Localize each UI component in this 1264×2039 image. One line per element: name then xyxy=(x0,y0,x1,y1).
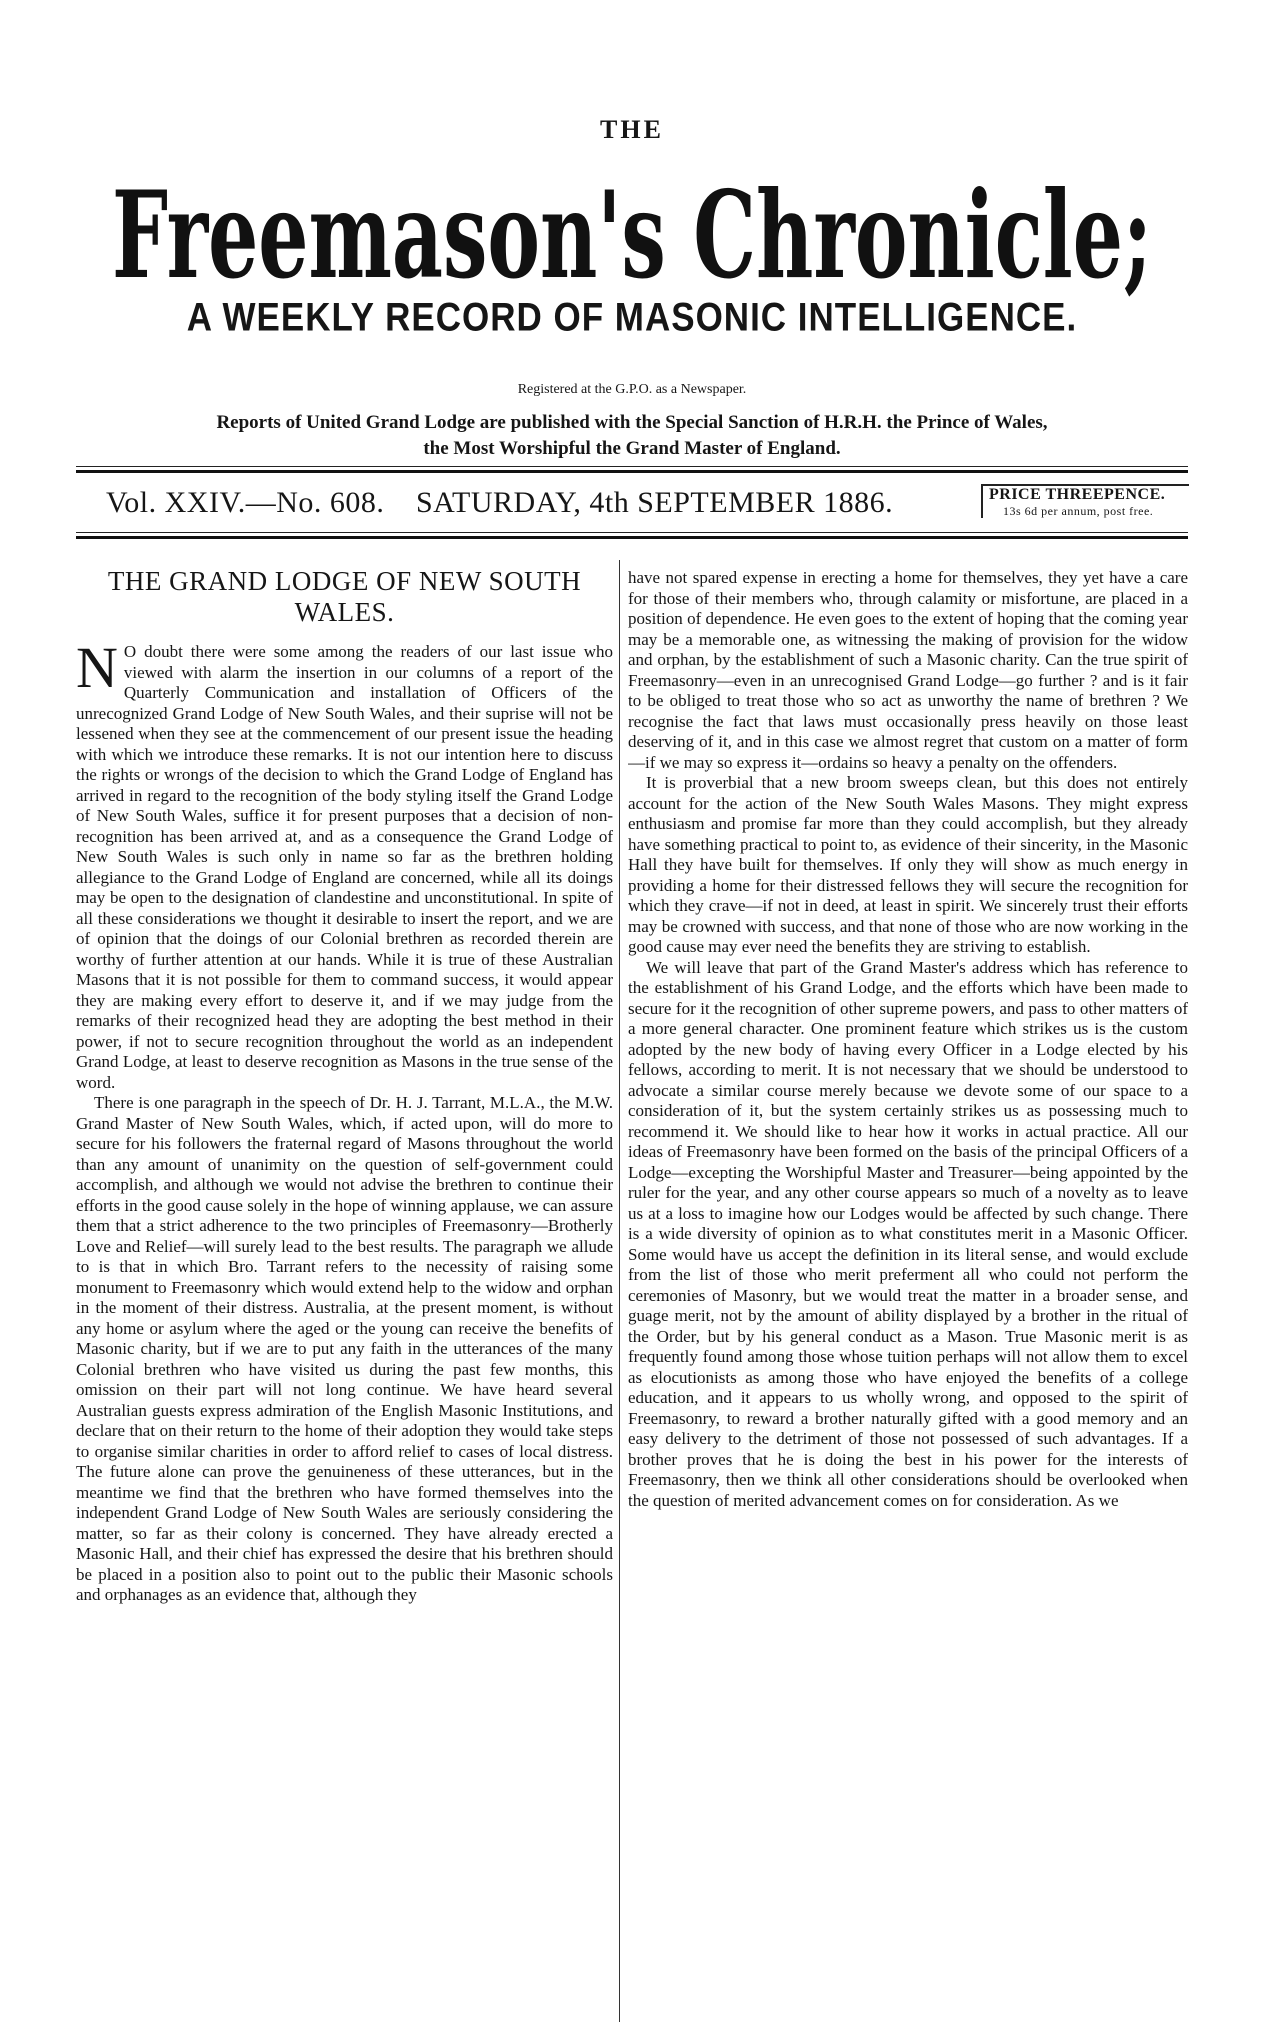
paragraph-text: O doubt there were some among the readers of our last issue who viewed with alarm the insertion in our columns of a report of the Quarterly Communication and installation of Officers of the unrecognized Grand Lodge of New South Wales, and their suprise will not be lessened when they see at the commencement of our present issue the heading with which we introduce these remarks. It is not our intention here to discuss the rights or wrongs of the decision to which the Grand Lodge of England has arrived in regard to the recognition of the body styling itself the Grand Lodge of New South Wales, suffice it for present purposes that a decision of non-recognition has been arrived at, and as a consequence the Grand Lodge of New South Wales is such only in name so far as the brethren holding allegiance to the Grand Lodge of England are concerned, while all its doings may be open to the designation of clandestine and unconstitutional. In spite of all these considerations we thought it desirable to insert the report, and we are of opinion that the doings of our Colonial brethren as recorded therein are worthy of further attention at our hands. While it is true of these Australian Masons that it is not possible for them to command success, it would appear they are making every effort to deserve it, and if we may judge from the remarks of their recognized head they are adopting the best method in their power, if not to secure recognition throughout the world as an independent Grand Lodge, at least to deserve recognition as Masons in the true sense of the word. xyxy=(76,642,613,1092)
price: PRICE THREEPENCE. xyxy=(989,486,1166,503)
masthead-the: THE xyxy=(600,115,664,144)
registration-note: Registered at the G.P.O. as a Newspaper. xyxy=(517,382,747,397)
drop-cap: N xyxy=(76,635,118,700)
issue-line xyxy=(76,478,1188,528)
article-paragraph: There is one paragraph in the speech of Dr. H. J. Tarrant, M.L.A., the M.W. Grand Master of New South Wales, which, if acted upon, will do more to secure for his followers the fraternal regard of Masons throughout the world than any amount of unanimity on the question of self-government could accomplish, and although we would not advise the brethren to continue their efforts in the good cause solely in the hope of winning applause, we can assure them that a strict adherence to the two principles of Freemasonry—Brotherly Love and Relief—will surely lead to the best results. The paragraph we allude to is that in which Bro. Tarrant refers to the necessity of raising some monument to Freemasonry which would extend help to the widow and orphan in the moment of their distress. Australia, at the present moment, is without any home or asylum where the aged or the young can receive the benefits of Masonic charity, but if we are to put any faith in the utterances of the many Colonial brethren who have visited us during the past few months, this omission on their part will not long continue. We have heard several Australian guests express admiration of the English Masonic Institutions, and declare that on their return to the home of their adoption they would take steps to organise similar charities in order to afford relief to cases of local distress. The future alone can prove the genuineness of these utterances, but in the meantime we find that the brethren who have formed themselves into the independent Grand Lodge of New South Wales are seriously considering the matter, so far as their colony is concerned. They have already erected a Masonic Hall, and their chief has expressed the desire that his brethren should be placed in a position also to point out to the public their Masonic schools and orphanages as an evidence that, although they xyxy=(76,1093,613,1604)
annual-price: 13s 6d per annum, post free. xyxy=(1003,504,1154,518)
article-right-column xyxy=(628,568,1188,2030)
article-left-column xyxy=(76,562,613,2024)
rule-bottom-thin xyxy=(76,532,1188,533)
sanction-line-2: the Most Worshipful the Grand Master of England. xyxy=(423,438,841,459)
article-paragraph: We will leave that part of the Grand Master's address which has reference to the establishment of his Grand Lodge, and the efforts which have been made to secure for it the recognition of other supreme powers, and pass to other matters of a more general character. One prominent feature which strikes us is the custom adopted by the new body of having every Officer in a Lodge elected by his fellows, according to merit. It is not necessary that we should be understood to advocate a similar course merely because we devote some of our space to a consideration of it, but the system certainly strikes us as possessing much to recommend it. We should like to hear how it works in actual practice. All our ideas of Freemasonry have been formed on the basis of the principal Officers of a Lodge—excepting the Worshipful Master and Treasurer—being appointed by the ruler for the year, and any other course appears so much of a novelty as to leave us at a loss to imagine how our Lodges would be affected by such change. There is a wide diversity of opinion as to what constitutes merit in a Masonic Officer. Some would have us accept the definition in its literal sense, and would exclude from the list of those who merit preferment all who could not perform the ceremonies of Masonry, but we would treat the matter in a broader sense, and guage merit, not by the amount of ability displayed by a brother in the ritual of the Order, but by his general conduct as a Mason. True Masonic merit is as frequently found among those whose tuition perhaps will not allow them to excel as elocutionists as among those who have enjoyed the benefits of a college education, and it appears to us wholly wrong, and opposed to the spirit of Freemasonry, to reward a brother naturally gifted with a good memory and an easy delivery to the detriment of those not possessed of such advantages. If a brother proves that he is doing the best in his power for the interests of Freemasonry, then we think all other considerations should be overlooked when the question of merited advancement comes on for consideration. As we xyxy=(628,957,1188,1510)
sanction-line-1: Reports of United Grand Lodge are published with the Special Sanction of H.R.H. the Prince of Wales, xyxy=(216,412,1048,433)
volume-number: Vol. XXIV.—No. 608. xyxy=(106,486,385,519)
issue-date: SATURDAY, 4th SEPTEMBER 1886. xyxy=(416,486,894,519)
rule-top-thin xyxy=(76,466,1188,467)
rule-top-thick xyxy=(76,470,1188,473)
article-paragraph: It is proverbial that a new broom sweeps clean, but this does not entirely account for the action of the New South Wales Masons. They might express enthusiasm and promise far more than they could accomplish, but they already have something practical to point to, as evidence of their sincerity, in the Masonic Hall they have built for themselves. If only they will show as much energy in providing a home for their distressed fellows they will secure the recognition for which they crave—if not in deed, at least in spirit. We sincerely trust their efforts may be crowned with success, and that none of those who are now working in the good cause may ever need the benefits they are striving to establish. xyxy=(628,773,1188,956)
rule-bottom-thick xyxy=(76,536,1188,539)
article-paragraph xyxy=(76,635,613,1093)
sanction-notice xyxy=(80,410,1184,462)
newspaper-subtitle: A WEEKLY RECORD OF MASONIC INTELLIGENCE. xyxy=(186,295,1078,340)
price-box xyxy=(981,484,1189,518)
newspaper-title xyxy=(100,165,1164,305)
newspaper-title-text: Freemason's Chronicle; xyxy=(112,165,1152,305)
article-headline: THE GRAND LODGE OF NEW SOUTH WALES. xyxy=(107,566,582,627)
column-divider xyxy=(619,560,620,2022)
article-paragraph: have not spared expense in erecting a home for themselves, they yet have a care for those of their members who, through calamity or misfortune, are placed in a position of dependence. He even goes to the extent of hoping that the coming year may be a memorable one, as witnessing the making of provision for the widow and orphan, by the establishment of such a Masonic charity. Can the true spirit of Freemasonry—even in an unrecognised Grand Lodge—go further ? and is it fair to be obliged to treat those who so act as unworthy the name of brethren ? We recognise the fact that laws must occasionally press heavily on those least deserving of it, and in this case we almost regret that custom on a matter of form—if we may so express it—ordains so heavy a penalty on the offenders. xyxy=(628,568,1188,772)
